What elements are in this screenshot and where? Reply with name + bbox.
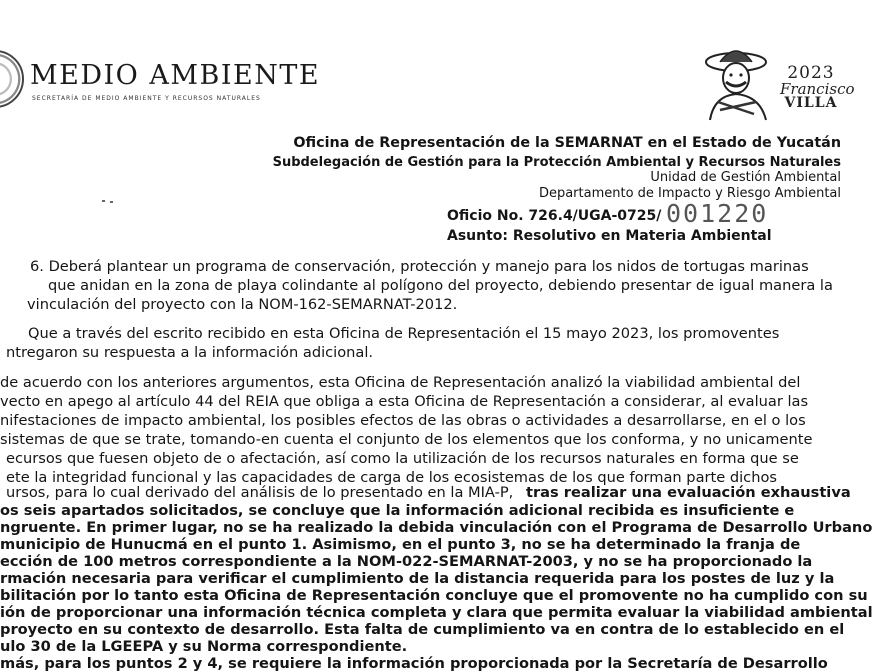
office-name: Oficina de Representación de la SEMARNAT en el Estado de Yucatán — [293, 135, 841, 151]
paragraph-bold-line: ngruente. En primer lugar, no se ha realizado la debida vinculación con el Programa de Desarrollo Urbano — [0, 519, 873, 536]
office-subdelegation: Subdelegación de Gestión para la Protección Ambiental y Recursos Naturales — [272, 155, 841, 170]
paragraph-line: Que a través del escrito recibido en esta Oficina de Representación el 15 mayo 2023, los promoventes — [28, 325, 780, 342]
paragraph-bold-line: más, para los puntos 2 y 4, se requiere la información proporcionada por la Secretaría de Desarrollo — [0, 655, 828, 672]
paragraph-line: ete la integridad funcional y las capacidades de carga de los ecosistemas de los que forman parte dichos — [6, 469, 777, 486]
paragraph-line: ntregaron su respuesta a la información adicional. — [6, 344, 374, 361]
oficio-label: Oficio No. 726.4/UGA-0725/ — [447, 208, 662, 224]
paragraph-bold-line: rmación necesaria para verificar el cumplimiento de la distancia requerida para los postes de luz y la — [0, 570, 835, 587]
oficio-number-stamp: 001220 — [666, 199, 769, 228]
paragraph-line: ursos, para lo cual derivado del análisis de lo presentado en la MIA-P, — [6, 484, 514, 501]
paragraph-line: ecursos que fuesen objeto de o afectación, así como la utilización de los recursos naturales en forma que se — [6, 450, 799, 467]
office-department: Departamento de Impacto y Riesgo Ambiental — [538, 186, 841, 201]
paragraph-bold-line: ión de proporcionar una información técnica completa y clara que permita evaluar la viabilidad ambiental — [0, 604, 873, 621]
office-unit: Unidad de Gestión Ambiental — [650, 170, 841, 185]
paragraph-bold-line: municipio de Hunucmá en el punto 1. Asimismo, en el punto 3, no se ha determinado la franja de — [0, 536, 801, 553]
paragraph-bold-line: os seis apartados solicitados, se concluye que la información adicional recibida es insuficiente e — [0, 502, 795, 519]
paragraph-line: que anidan en la zona de playa colindante al polígono del proyecto, debiendo presentar de igual manera la — [48, 277, 833, 294]
logo-name-last: VILLA — [784, 95, 838, 111]
paragraph-line: nifestaciones de impacto ambiental, los posibles efectos de las obras o actividades a desarrollarse, en el o los — [0, 412, 806, 429]
paragraph-bold-start: tras realizar una evaluación exhaustiva — [526, 484, 851, 501]
paragraph-line: vinculación del proyecto con la NOM-162-SEMARNAT-2012. — [27, 296, 458, 313]
paragraph-line: de acuerdo con los anteriores argumentos, esta Oficina de Representación analizó la viabilidad ambiental del — [0, 374, 801, 391]
org-title: MEDIO AMBIENTE — [30, 60, 321, 91]
scan-speck — [110, 201, 113, 203]
paragraph-line: vecto en apego al artículo 44 del REIA que obliga a esta Oficina de Representación a considerar, al evaluar las — [0, 393, 809, 410]
logo-year: 2023 — [787, 63, 835, 83]
francisco-villa-2023-logo — [780, 63, 855, 111]
paragraph-bold-line: proyecto en su contexto de desarrollo. Esta falta de cumplimiento va en contra de lo establecido en el — [0, 621, 845, 638]
paragraph-line: sistemas de que se trate, tomando-en cuenta el conjunto de los elementos que los conforma, y no unicamente — [0, 431, 813, 448]
scan-speck — [102, 200, 105, 202]
paragraph-bold-line: bilitación por lo tanto esta Oficina de Representación concluye que el promovente no ha cumplido con su — [0, 587, 868, 604]
paragraph-bold-line: ección de 100 metros correspondiente a la NOM-022-SEMARNAT-2003, y no se ha proporcionado la — [0, 553, 813, 570]
paragraph-line: 6. Deberá plantear un programa de conservación, protección y manejo para los nidos de tortugas marinas — [30, 258, 809, 275]
paragraph-bold-line: ulo 30 de la LGEEPA y su Norma correspondiente. — [0, 638, 408, 655]
asunto-line: Asunto: Resolutivo en Materia Ambiental — [447, 228, 772, 244]
francisco-villa-portrait-icon — [700, 40, 780, 122]
org-subtitle: SECRETARÍA DE MEDIO AMBIENTE Y RECURSOS NATURALES — [32, 95, 261, 102]
logo-name-first: Francisco — [780, 80, 855, 98]
semarnat-seal-icon — [0, 50, 24, 108]
